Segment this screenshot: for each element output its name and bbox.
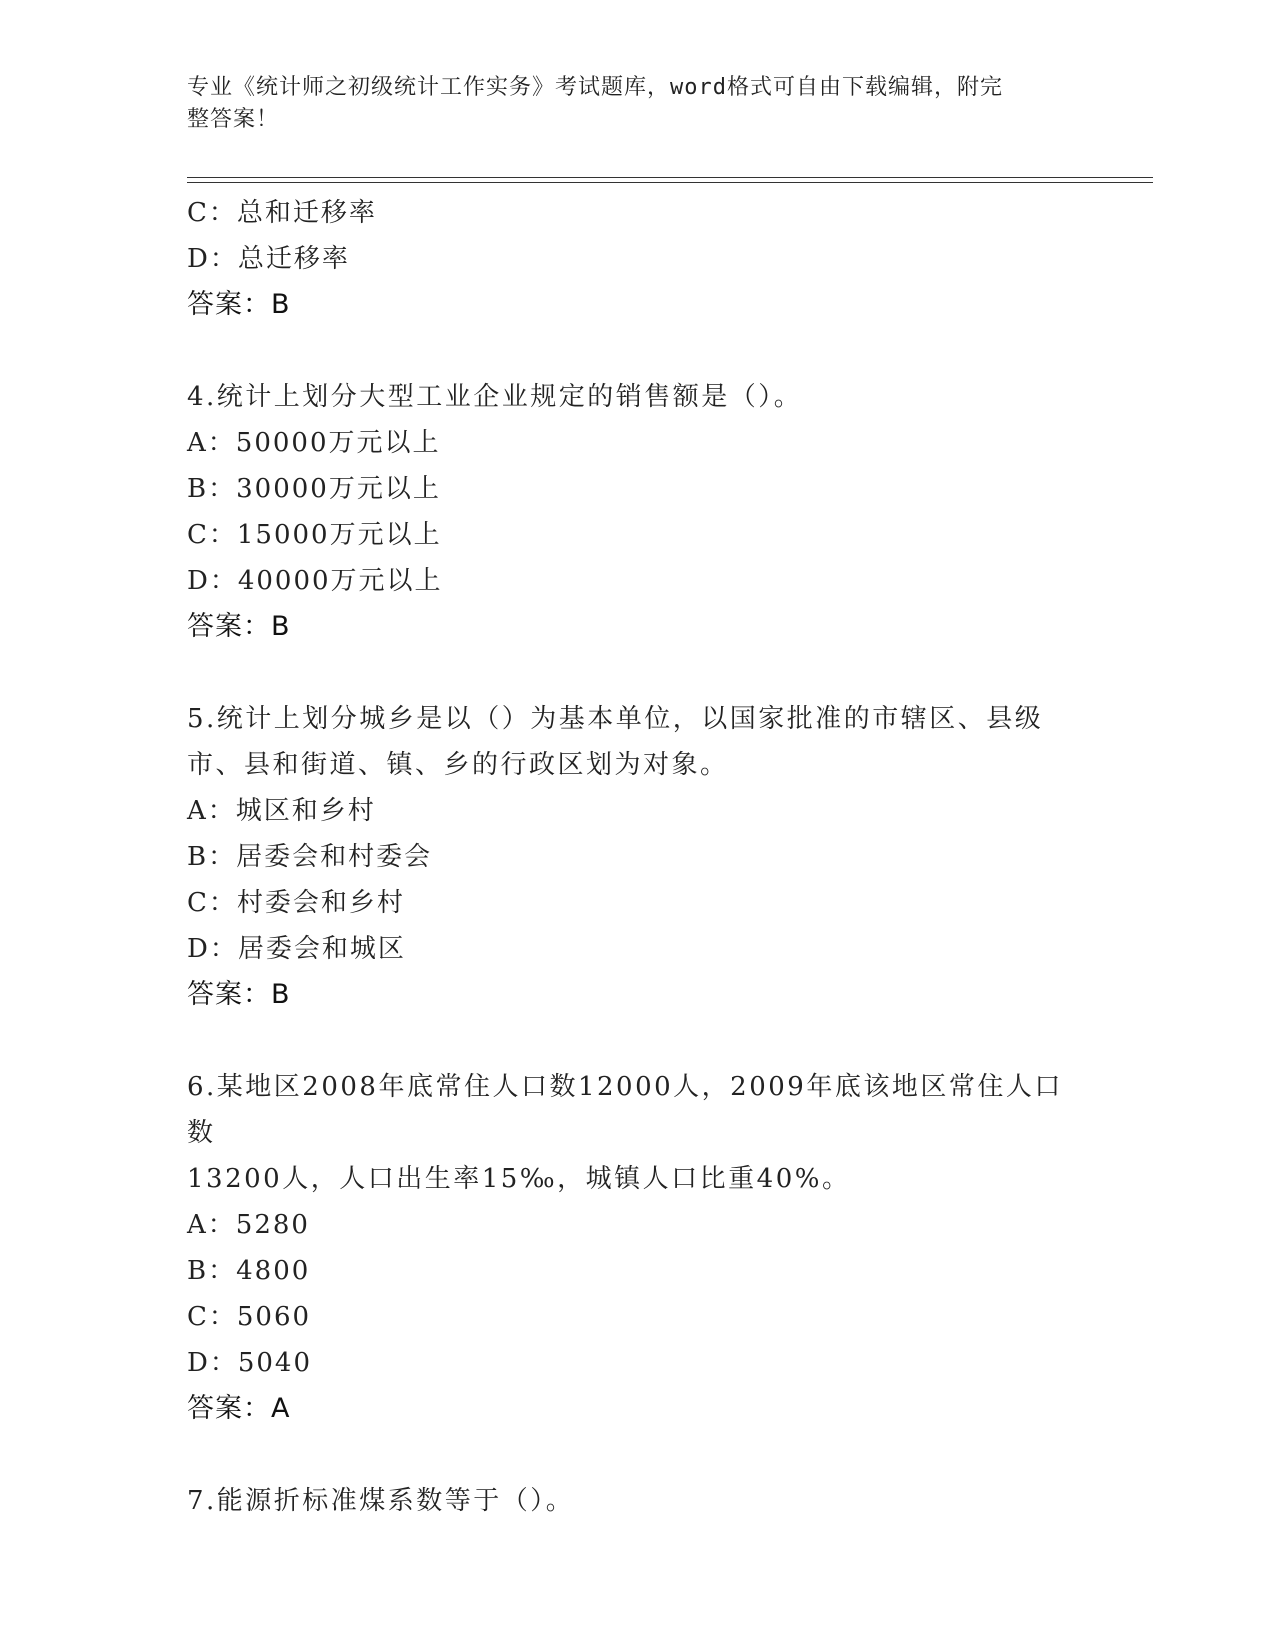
q4-stem: 4.统计上划分大型工业企业规定的销售额是（）。	[187, 382, 803, 412]
q5-stem-line-2: 市、县和街道、镇、乡的行政区划为对象。	[187, 750, 729, 780]
q4-option-c: C：15000万元以上	[187, 520, 442, 550]
spacer	[187, 328, 1087, 374]
q3-option-d: D：总迁移率	[187, 244, 350, 274]
question-content	[187, 190, 1087, 1524]
q7-stem: 7.能源折标准煤系数等于（）。	[187, 1486, 575, 1516]
q6-option-d: D：5040	[187, 1348, 313, 1378]
q6-answer: 答案：A	[187, 1393, 291, 1424]
q3-option-c: C：总和迁移率	[187, 198, 377, 228]
q6-option-a: A：5280	[187, 1210, 310, 1240]
q6-stem-line-2: 13200人，人口出生率15‰，城镇人口比重40%。	[187, 1164, 851, 1194]
header-note	[187, 72, 1067, 136]
spacer	[187, 650, 1087, 696]
q3-answer: 答案：B	[187, 289, 291, 320]
question-4	[187, 374, 1087, 650]
q5-answer: 答案：B	[187, 979, 291, 1010]
q4-option-b: B：30000万元以上	[187, 474, 441, 504]
question-5	[187, 696, 1087, 1018]
header-rule-top	[187, 177, 1153, 178]
header-note-line-2: 整答案！	[187, 107, 280, 132]
spacer	[187, 1432, 1087, 1478]
q5-stem-line-1: 5.统计上划分城乡是以（）为基本单位，以国家批准的市辖区、县级	[187, 704, 1044, 734]
q6-option-b: B：4800	[187, 1256, 311, 1286]
q5-option-a: A：城区和乡村	[187, 796, 376, 826]
q6-stem-line-1: 6.某地区2008年底常住人口数12000人，2009年底该地区常住人口数	[187, 1072, 1063, 1148]
q5-option-b: B：居委会和村委会	[187, 842, 433, 872]
q6-option-c: C：5060	[187, 1302, 312, 1332]
q4-option-a: A：50000万元以上	[187, 428, 441, 458]
header-note-line-1: 专业《统计师之初级统计工作实务》考试题库，word格式可自由下载编辑，附完	[187, 75, 1003, 100]
q5-option-d: D：居委会和城区	[187, 934, 406, 964]
question-6	[187, 1064, 1087, 1432]
question-7	[187, 1478, 1087, 1524]
q5-option-c: C：村委会和乡村	[187, 888, 405, 918]
q4-answer: 答案：B	[187, 611, 291, 642]
spacer	[187, 1018, 1087, 1064]
question-3-tail	[187, 190, 1087, 328]
q4-option-d: D：40000万元以上	[187, 566, 443, 596]
header-rule-bottom	[187, 182, 1153, 183]
